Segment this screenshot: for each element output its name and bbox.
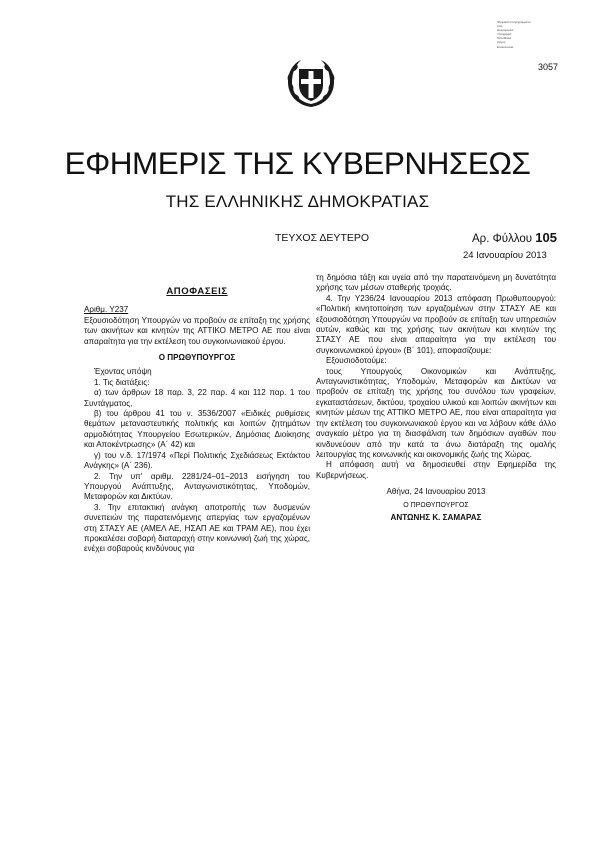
stamp-line: Επικοινωνία:: [497, 44, 515, 49]
paragraph: Εξουσιοδοτούμε:: [326, 356, 387, 366]
paragraph: 4. Την Υ236/24 Ιανουαρίου 2013 απόφαση Πρωθυπουργού: «Πολιτική κινητοποίηση των εργαζομένων στην ΣΤΑΣΥ ΑΕ και εξουσιοδότηση Υπουργών να προβούν σε επίταξη των υπηρεσιών αυτών, καθώς και της χρήσης των ακινήτων και κινητών της ΣΤΑΣΥ ΑΕ που είναι απαραίτητα για την εκτέλεση του συγκοινωνιακού έργου» (Β΄ 101), αποφασίζουμε:: [316, 293, 556, 355]
paragraph: τη δημόσια τάξη και υγεία από την παρατεινόμενη μη δυνατότητα χρήσης των μέσων σταθερής τροχιάς.: [316, 273, 556, 293]
sheet-number-label: Αρ. Φύλλου: [472, 233, 533, 245]
sheet-number: [472, 230, 557, 245]
greek-coat-of-arms-icon: [285, 57, 337, 109]
decision-title: Εξουσιοδότηση Υπουργών να προβούν σε επίταξη της χρήσης των ακινήτων και κινητών της ΑΤΤΙΚΟ ΜΕΤΡΟ ΑΕ που είναι απαραίτητα για την εκτέλεση του συγκοινωνιακού έργου.: [84, 315, 310, 346]
paragraph: Η απόφαση αυτή να δημοσιευθεί στην Εφημερίδα της Κυβερνήσεως.: [316, 460, 556, 480]
stamp-line: Ψηφιακά υπογεγραμμένο: [497, 20, 531, 24]
paragraph: τους Υπουργούς Οικονομικών και Ανάπτυξης, Ανταγωνιστικότητας, Υποδομών, Μεταφορών και Δικτύων να προβούν σε επίταξη της χρήσης του συνόλου των γραφείων, εγκαταστάσεων, δικτύου, τροχαίου υλικού και λοιπών ακινήτων και κινητών μέσων της ΑΤΤΙΚΟ ΜΕΤΡΟ ΑΕ, που είναι απαραίτητα για την εκτέλεση του συγκοινωνιακού έργου και να λάβουν κάθε άλλο αναγκαίο μέτρο για τη διασφάλιση των δημόσιων αγαθών που κινδυνεύουν από την κατά τα άνω διατάραξη της ομαλής λειτουργίας της κοινωνικής και οικονομικής ζωής της Χώρας.: [316, 366, 556, 459]
stamp-line: Τοποθεσία:: [497, 36, 512, 41]
decision-number: Αριθμ. Υ237: [84, 305, 129, 315]
paragraph: Έχοντας υπόψη: [94, 367, 152, 377]
section-heading: ΑΠΟΦΑΣΕΙΣ: [166, 286, 228, 297]
signer-name: ΑΝΤΩΝΗΣ Κ. ΣΑΜΑΡΑΣ: [390, 512, 482, 522]
page-number: 3057: [538, 62, 559, 72]
signer-title: Ο ΠΡΩΘΥΠΟΥΡΓΟΣ: [403, 501, 469, 509]
paragraph: β) του άρθρου 41 του ν. 3536/2007 «Ειδικές ρυθμίσεις θεμάτων μεταναστευτικής πολιτικής και λοιπών ζητημάτων αρμοδιότητας Υπουργείου Εσωτερικών, Δημόσιας Διοίκησης και Αποκέντρωσης» (Α΄ 42) και: [84, 409, 310, 450]
gazette-subtitle: ΤΗΣ ΕΛΛΗΝΙΚΗΣ ΔΗΜΟΚΡΑΤΙΑΣ: [165, 192, 430, 211]
right-column: [316, 273, 556, 523]
stamp-line: Υπογραφή: [497, 32, 512, 37]
stamp-line: Ημερομηνία:: [497, 28, 514, 33]
digital-signature-stamp: [497, 20, 539, 49]
gazette-title: ΕΦΗΜΕΡΙΣ ΤΗΣ ΚΥΒΕΡΝΗΣΕΩΣ: [64, 145, 531, 181]
sheet-number-value: 105: [535, 230, 557, 245]
paragraph: 1. Τις διατάξεις:: [94, 377, 150, 387]
stamp-line: από: [497, 24, 503, 29]
paragraph: 2. Την υπ' αριθμ. 2281/24−01−2013 εισήγηση του Υπουργού Ανάπτυξης, Ανταγωνιστικότητας, Υποδομών, Μεταφορών και Δικτύων.: [84, 471, 310, 502]
issue-date: 24 Ιανουαρίου 2013: [463, 250, 547, 261]
paragraph: γ) του ν.δ. 17/1974 «Περί Πολιτικής Σχεδιάσεως Εκτάκτου Ανάγκης» (Α΄ 236).: [84, 450, 310, 471]
paragraph: α) των άρθρων 18 παρ. 3, 22 παρ. 4 και 112 παρ. 1 του Συντάγματος,: [84, 388, 310, 408]
issue-label: ΤΕΥΧΟΣ ΔΕΥΤΕΡΟ: [275, 232, 370, 244]
prime-minister-heading: Ο ΠΡΩΘΥΠΟΥΡΓΟΣ: [158, 353, 236, 363]
place-date: Αθήνα, 24 Ιανουαρίου 2013: [386, 487, 486, 497]
stamp-line: Λόγος:: [497, 40, 507, 45]
paragraph: 3. Την επιτακτική ανάγκη αποτροπής των δυσμενών συνεπειών της παρατεινόμενης απεργίας των εργαζομένων στη ΣΤΑΣΥ ΑΕ (ΑΜΕΛ ΑΕ, ΗΣΑΠ ΑΕ και ΤΡΑΜ ΑΕ), που έχει προκαλέσει σοβαρή διαταραχή στην κοινωνική ζωή της χώρας, ενέχει σοβαρούς κινδύνους για: [84, 502, 310, 554]
left-column: [84, 287, 310, 555]
